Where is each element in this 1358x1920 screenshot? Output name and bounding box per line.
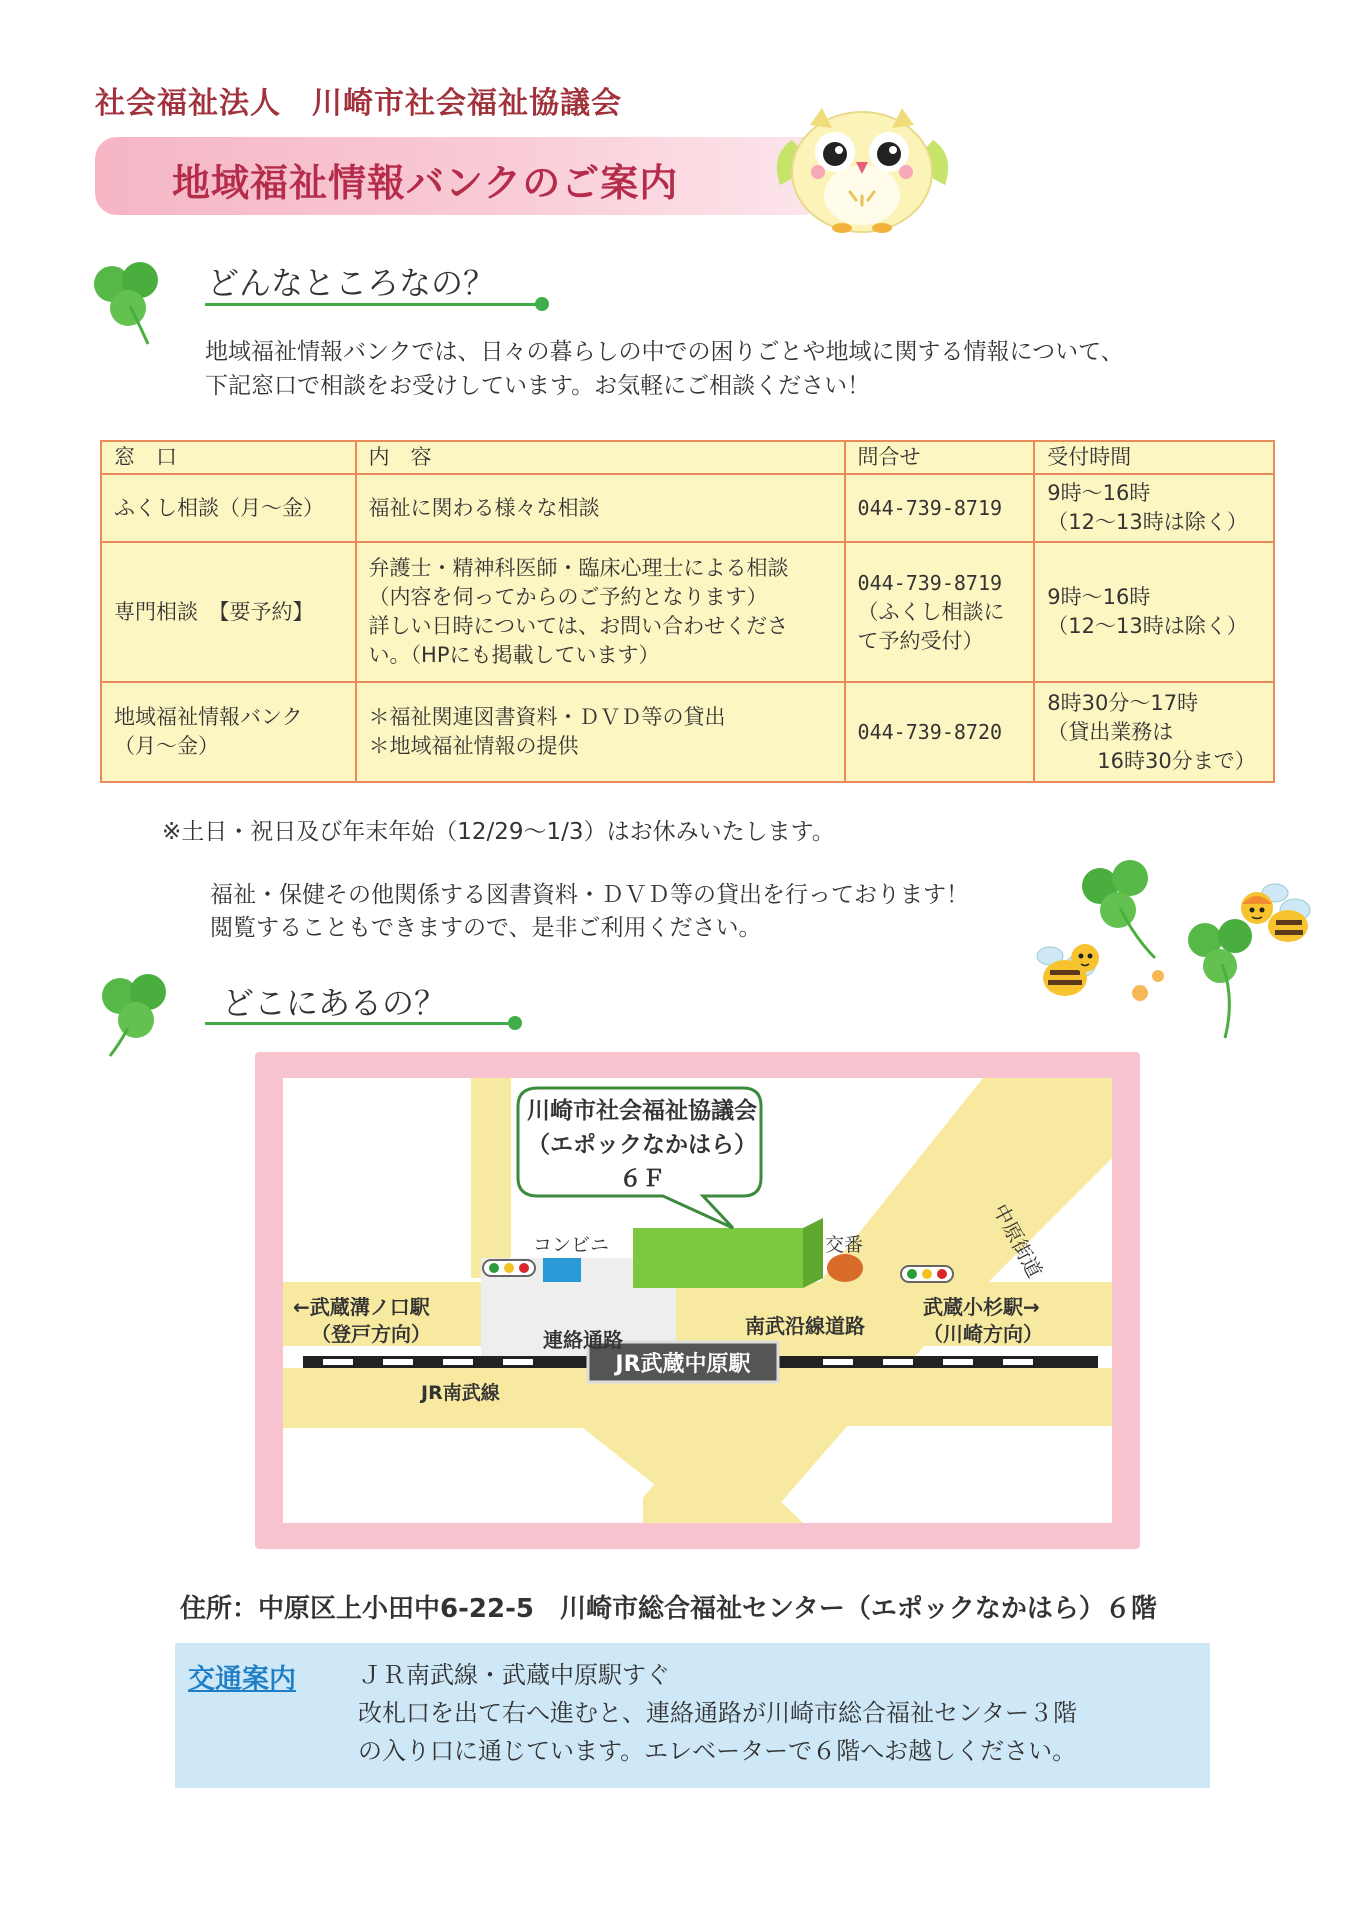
service-table <box>100 440 1275 783</box>
section-title-where: どこにあるの？ <box>222 984 447 1022</box>
map <box>283 1078 1112 1523</box>
row3-window: 地域福祉情報バンク （月～金） <box>101 682 356 782</box>
access-line-2: 改札口を出て右へ進むと、連絡通路が川崎市総合福祉センター３階 <box>358 1699 1078 1727</box>
row2-window: 専門相談 【要予約】 <box>101 542 356 682</box>
row2-content: 弁護士・精神科医師・臨床心理士による相談 （内容を伺ってからのご予約となります） 詳しい日時については、お問い合わせくださ い。（HPにも掲載しています） <box>356 542 845 682</box>
row1-contact: 044-739-8719 <box>845 474 1035 542</box>
police-label: 交番 <box>825 1234 864 1256</box>
row3-content: ＊福祉関連図書資料・ＤＶＤ等の貸出 ＊地域福祉情報の提供 <box>356 682 845 782</box>
row1-content: 福祉に関わる様々な相談 <box>356 474 845 542</box>
row3-hours: 8時30分～17時 （貸出業務は 16時30分まで） <box>1034 682 1274 782</box>
map-frame <box>255 1052 1140 1549</box>
row1-window: ふくし相談（月～金） <box>101 474 356 542</box>
owl-mascot-icon <box>770 100 955 235</box>
access-line-1: ＪＲ南武線・武蔵中原駅すぐ <box>358 1661 670 1689</box>
lending-line-2: 閲覧することもできますので、是非ご利用ください。 <box>210 915 762 941</box>
convenience-label: コンビニ <box>533 1234 610 1256</box>
section-underline <box>205 303 540 306</box>
holiday-note: ※土日・祝日及び年末年始（12/29～1/3）はお休みいたします。 <box>162 819 835 845</box>
clover-icon <box>98 968 176 1058</box>
table-row <box>101 474 1274 542</box>
west-station-label: ←武蔵溝ノ口駅 （登戸方向） <box>293 1295 431 1346</box>
intro-line-2: 下記窓口で相談をお受けしています。お気軽にご相談ください！ <box>205 373 871 399</box>
row3-contact: 044-739-8720 <box>845 682 1035 782</box>
table-header-row <box>101 441 1274 474</box>
address: 住所：中原区上小田中6-22-5 川崎市総合福祉センター（エポックなかはら）６階 <box>180 1594 1157 1624</box>
building-bubble: 川崎市社会福祉協議会 （エポックなかはら） ６Ｆ <box>527 1098 757 1192</box>
traffic-light-icon <box>483 1260 535 1276</box>
access-label: 交通案内 <box>188 1664 296 1695</box>
row2-hours: 9時～16時 （12～13時は除く） <box>1034 542 1274 682</box>
organization-name: 社会福祉法人 川崎市社会福祉協議会 <box>95 86 622 121</box>
east-station-label: 武蔵小杉駅→ （川崎方向） <box>923 1295 1043 1346</box>
header-contact: 問合せ <box>845 441 1035 474</box>
header-hours: 受付時間 <box>1034 441 1274 474</box>
section-underline <box>205 1022 513 1025</box>
section-underline-dot <box>535 297 549 311</box>
passage-label: 連絡通路 <box>543 1328 623 1352</box>
police-box-marker <box>827 1254 863 1282</box>
clover-icon <box>1082 860 1155 958</box>
page-title: 地域福祉情報バンクのご案内 <box>172 161 679 205</box>
header-content: 内 容 <box>356 441 845 474</box>
clover-icon <box>1188 919 1252 1038</box>
bee-icon <box>1037 944 1099 996</box>
lending-line-1: 福祉・保健その他関係する図書資料・ＤＶＤ等の貸出を行っております！ <box>210 882 969 908</box>
nambu-road-label: 南武沿線道路 <box>745 1314 865 1338</box>
intro-line-1: 地域福祉情報バンクでは、日々の暮らしの中での困りごとや地域に関する情報について、 <box>205 339 1124 365</box>
access-line-3: の入り口に通じています。エレベーターで６階へお越しください。 <box>358 1737 1077 1765</box>
row2-contact: 044-739-8719 （ふくし相談に て予約受付） <box>845 542 1035 682</box>
row1-hours: 9時～16時 （12～13時は除く） <box>1034 474 1274 542</box>
table-row <box>101 682 1274 782</box>
nakahara-kaido-label: 中原街道 <box>988 1199 1048 1282</box>
clover-icon <box>90 258 168 346</box>
bee-clover-decoration <box>1030 848 1315 1043</box>
rail-line-label: JR南武線 <box>421 1382 500 1404</box>
station-label: JR武蔵中原駅 <box>615 1352 751 1377</box>
traffic-light-icon <box>901 1266 953 1282</box>
section-underline-dot <box>508 1016 522 1030</box>
header-window: 窓 口 <box>101 441 356 474</box>
convenience-store-marker <box>543 1258 581 1282</box>
table-row <box>101 542 1274 682</box>
section-title-what: どんなところなの？ <box>207 264 496 302</box>
